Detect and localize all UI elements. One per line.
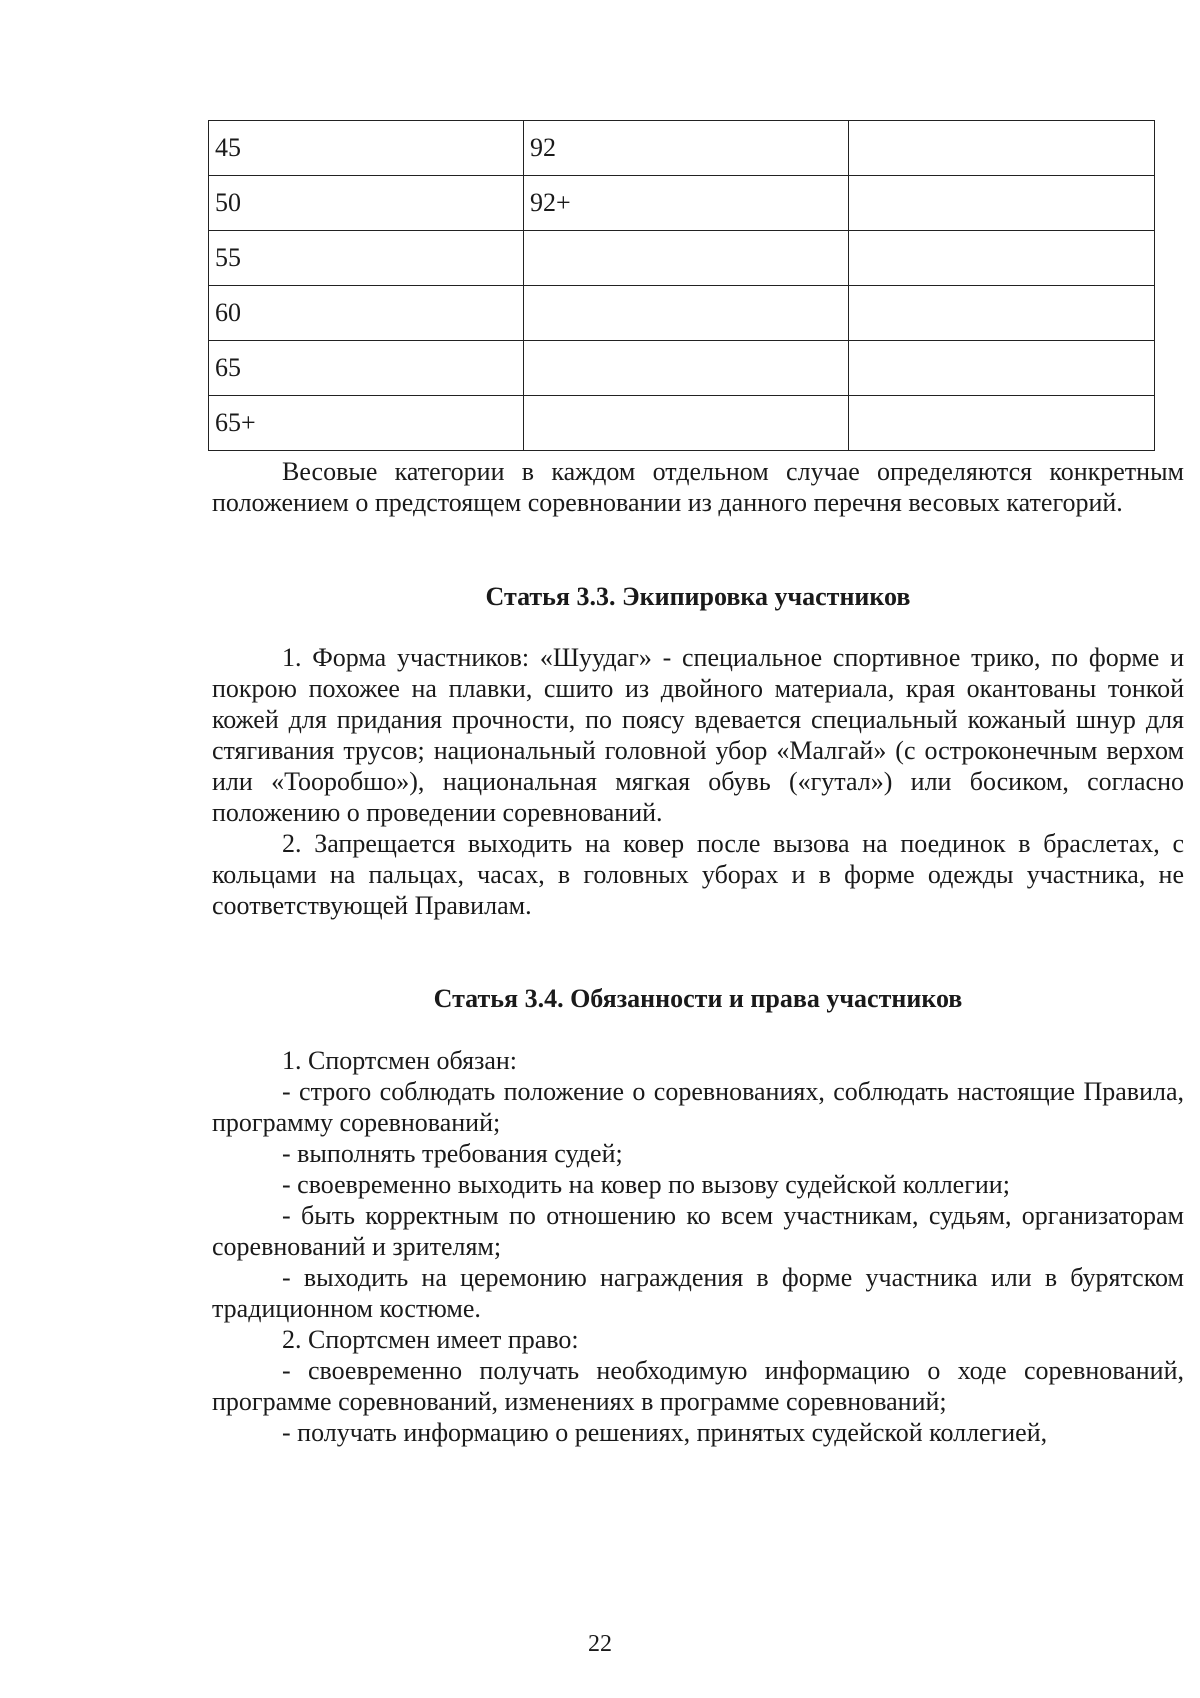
intro-paragraph: Весовые категории в каждом отдельном случае определяются конкретным положением о предстоящем соревновании из данного перечня весовых категорий.	[212, 457, 1184, 517]
paragraph: - своевременно получать необходимую информацию о ходе соревнований, программе соревнований, изменениях в программе соревнований;	[212, 1356, 1184, 1416]
table-cell	[849, 121, 1155, 176]
table-cell: 55	[209, 231, 524, 286]
table-cell	[524, 341, 849, 396]
table-row	[209, 121, 1155, 176]
table-cell	[849, 231, 1155, 286]
paragraph: - выходить на церемонию награждения в форме участника или в бурятском традиционном костюме.	[212, 1263, 1184, 1323]
table-cell: 65	[209, 341, 524, 396]
table-cell: 65+	[209, 396, 524, 451]
paragraph: 1. Форма участников: «Шуудаг» - специальное спортивное трико, по форме и покрою похожее на плавки, сшито из двойного материала, края окантованы тонкой кожей для придания прочности, по поясу вдевается специальный кожаный шнур для стягивания трусов; национальный головной убор «Малгай» (с остроконечным верхом или «Тооробшо»), национальная мягкая обувь («гутал») или босиком, согласно положению о проведении соревнований.	[212, 643, 1184, 827]
section-3-3-title: Статья 3.3. Экипировка участников	[485, 582, 911, 611]
paragraph: 1. Спортсмен обязан:	[282, 1046, 518, 1075]
section-3-3-body	[212, 642, 1184, 921]
page-number: 22	[588, 1631, 612, 1657]
table-row	[209, 286, 1155, 341]
table-cell	[524, 396, 849, 451]
paragraph: - своевременно выходить на ковер по вызову судейской коллегии;	[282, 1170, 1010, 1199]
table-cell	[524, 286, 849, 341]
table-cell	[849, 396, 1155, 451]
weight-categories-table	[208, 120, 1155, 451]
table-cell	[849, 341, 1155, 396]
paragraph: - строго соблюдать положение о соревнованиях, соблюдать настоящие Правила, программу соревнований;	[212, 1077, 1184, 1137]
table-cell: 92	[524, 121, 849, 176]
table-row	[209, 396, 1155, 451]
table-row	[209, 341, 1155, 396]
section-3-4-title: Статья 3.4. Обязанности и права участников	[433, 984, 963, 1013]
paragraph: - выполнять требования судей;	[282, 1139, 623, 1168]
table-cell: 45	[209, 121, 524, 176]
paragraph: 2. Запрещается выходить на ковер после вызова на поединок в браслетах, с кольцами на пальцах, часах, в головных уборах и в форме одежды участника, не соответствующей Правилам.	[212, 829, 1184, 920]
section-3-4-body	[212, 1045, 1184, 1448]
table-cell	[524, 231, 849, 286]
table-cell	[849, 176, 1155, 231]
table-cell: 50	[209, 176, 524, 231]
paragraph: - быть корректным по отношению ко всем участникам, судьям, организаторам соревнований и зрителям;	[212, 1201, 1184, 1261]
paragraph: - получать информацию о решениях, принятых судейской коллегией,	[282, 1418, 1048, 1447]
table-cell	[849, 286, 1155, 341]
table-row	[209, 176, 1155, 231]
paragraph: 2. Спортсмен имеет право:	[282, 1325, 579, 1354]
table-row	[209, 231, 1155, 286]
table-cell: 60	[209, 286, 524, 341]
table-cell: 92+	[524, 176, 849, 231]
